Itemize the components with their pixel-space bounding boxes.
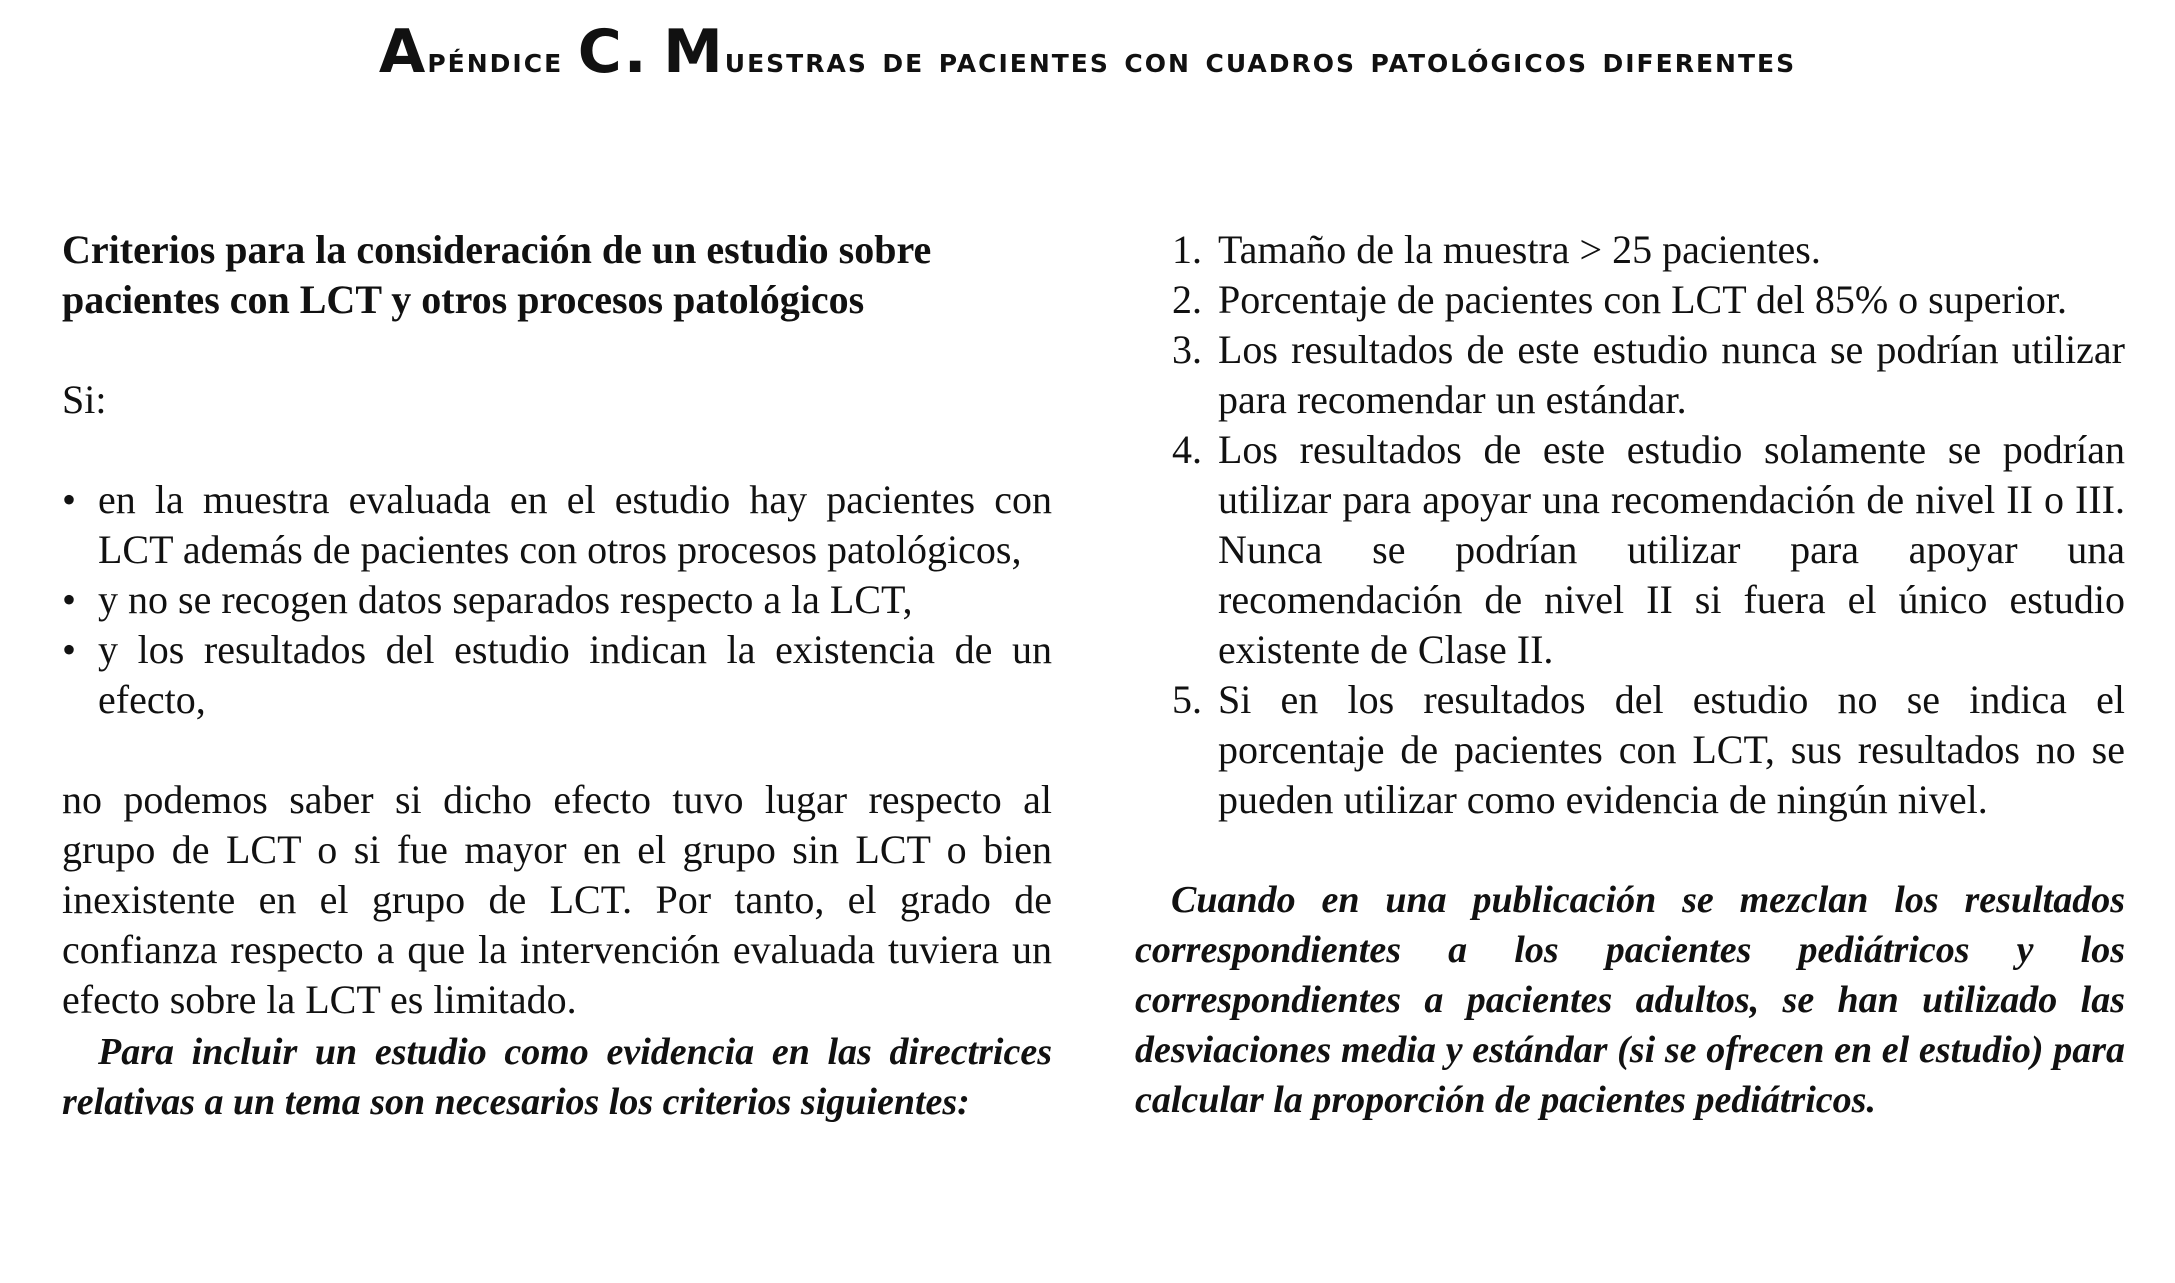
right-column xyxy=(1135,225,2125,1125)
list-item-text: y los resultados del estudio indican la existencia de un efecto, xyxy=(98,627,1052,722)
list-item-number: 2. xyxy=(1172,277,1202,322)
list-item-number: 5. xyxy=(1172,677,1202,722)
title-appendix-letter: C. xyxy=(577,17,649,87)
criteria-list xyxy=(1135,225,2125,825)
list-item xyxy=(62,625,1052,725)
bullet-icon: • xyxy=(62,627,77,672)
list-item-text: Si en los resultados del estudio no se indica el porcentaje de pacientes con LCT, sus resultados no se pueden utilizar como evidencia de ningún nivel. xyxy=(1218,677,2125,822)
title-initial: M xyxy=(663,17,725,87)
body-paragraph: no podemos saber si dicho efecto tuvo lugar respecto al grupo de LCT o si fue mayor en el grupo sin LCT o bien inexistente en el grupo de LCT. Por tanto, el grado de confianza respecto a que la intervención evaluada tuviera un efecto sobre la LCT es limitado. xyxy=(62,777,1052,1022)
page-title xyxy=(0,17,2175,87)
intro-text: Si: xyxy=(62,377,107,422)
title-rest: uestras de pacientes con cuadros patológicos diferentes xyxy=(724,40,1797,81)
list-item xyxy=(1135,325,2125,425)
list-item-text: Porcentaje de pacientes con LCT del 85% o superior. xyxy=(1218,277,2068,322)
list-item-text: en la muestra evaluada en el estudio hay pacientes con LCT además de pacientes con otros procesos patológicos, xyxy=(98,477,1052,572)
list-item xyxy=(1135,275,2125,325)
title-first-rest: péndice xyxy=(427,40,564,81)
pediatric-note-paragraph: Cuando en una publicación se mezclan los resultados correspondientes a los pacientes pediátricos y los correspondientes a pacientes adultos, se han utilizado las desviaciones media y estándar (si se ofrecen en el estudio) para calcular la proporción de pacientes pediátricos. xyxy=(1135,879,2125,1121)
list-item-text: Los resultados de este estudio nunca se podrían utilizar para recomendar un estándar. xyxy=(1218,327,2125,422)
section-heading: Criterios para la consideración de un estudio sobre pacientes con LCT y otros procesos patológicos xyxy=(62,227,932,322)
bullet-icon: • xyxy=(62,477,77,522)
list-item xyxy=(62,475,1052,575)
list-item xyxy=(1135,225,2125,275)
list-item xyxy=(62,575,1052,625)
bullet-icon: • xyxy=(62,577,77,622)
list-item-number: 1. xyxy=(1172,227,1202,272)
list-item-text: y no se recogen datos separados respecto a la LCT, xyxy=(98,577,913,622)
title-first-initial: A xyxy=(378,17,428,87)
list-item-number: 4. xyxy=(1172,427,1202,472)
criteria-intro-paragraph: Para incluir un estudio como evidencia en las directrices relativas a un tema son necesarios los criterios siguientes: xyxy=(62,1031,1052,1123)
left-column xyxy=(62,225,1052,1127)
list-item-number: 3. xyxy=(1172,327,1202,372)
list-item-text: Los resultados de este estudio solamente se podrían utilizar para apoyar una recomendación de nivel II o III. Nunca se podrían utilizar para apoyar una recomendación de nivel II si fuera el único estudio existente de Clase II. xyxy=(1218,427,2125,672)
list-item-text: Tamaño de la muestra > 25 pacientes. xyxy=(1218,227,1821,272)
condition-list xyxy=(62,475,1052,725)
list-item xyxy=(1135,675,2125,825)
list-item xyxy=(1135,425,2125,675)
